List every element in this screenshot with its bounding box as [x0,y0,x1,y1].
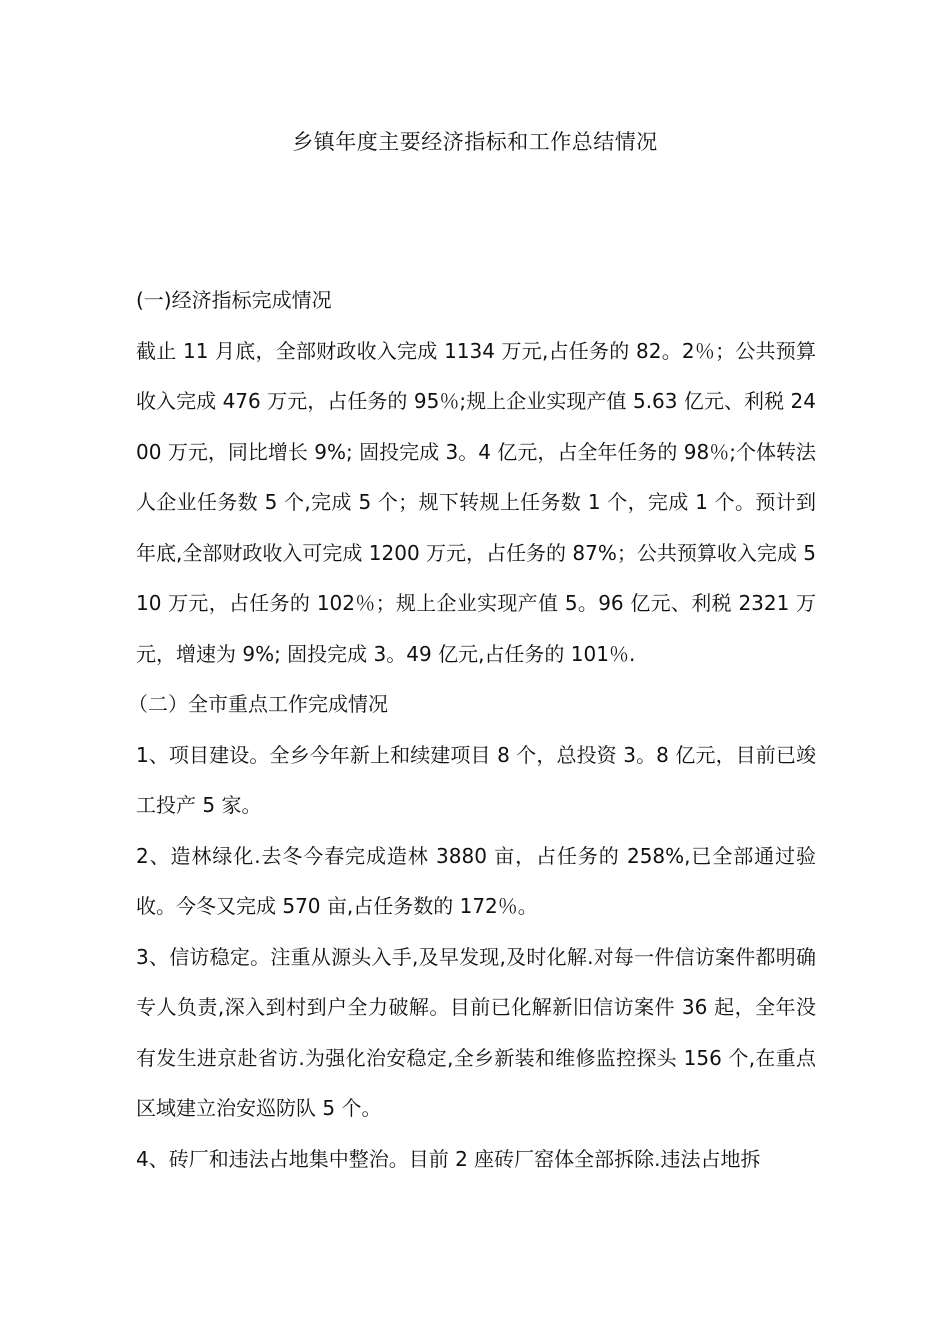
list-item-petition-stability: 3、信访稳定。注重从源头入手,及早发现,及时化解.对每一件信访案件都明确专人负责,深入到村到户全力破解。目前已化解新旧信访案件 36 起，全年没有发生进京赴省访.为强化治安稳定,全乡新装和维修监控探头 156 个,在重点区域建立治安巡防队 5 个。 [136,944,816,1120]
document-body [128,275,816,1184]
list-item-project-construction: 1、项目建设。全乡今年新上和续建项目 8 个，总投资 3。8 亿元，目前已竣工投产 5 家。 [136,742,816,817]
section-heading-economic-indicators: (一)经济指标完成情况 [136,288,332,312]
paragraph-economic-indicators: 截止 11 月底，全部财政收入完成 1134 万元,占任务的 82。2％；公共预算收入完成 476 万元，占任务的 95％;规上企业实现产值 5.63 亿元、利税 2400 万元，同比增长 9%; 固投完成 3。4 亿元，占全年任务的 98％;个体转法人企业任务数 5 个,完成 5 个；规下转规上任务数 1 个，完成 1 个。预计到年底,全部财政收入可完成 1200 万元，占任务的 87%；公共预算收入完成 510 万元，占任务的 102％；规上企业实现产值 5。96 亿元、利税 2321 万元，增速为 9%; 固投完成 3。49 亿元,占任务的 101％. [136,338,816,666]
document-title: 乡镇年度主要经济指标和工作总结情况 [292,130,658,154]
section-heading-key-work: （二）全市重点工作完成情况 [128,692,388,716]
list-item-afforestation: 2、造林绿化.去冬今春完成造林 3880 亩，占任务的 258%,已全部通过验收。今冬又完成 570 亩,占任务数的 172％。 [136,843,816,918]
list-item-brickyard-rectification: 4、砖厂和违法占地集中整治。目前 2 座砖厂窑体全部拆除.违法占地拆 [136,1146,761,1171]
